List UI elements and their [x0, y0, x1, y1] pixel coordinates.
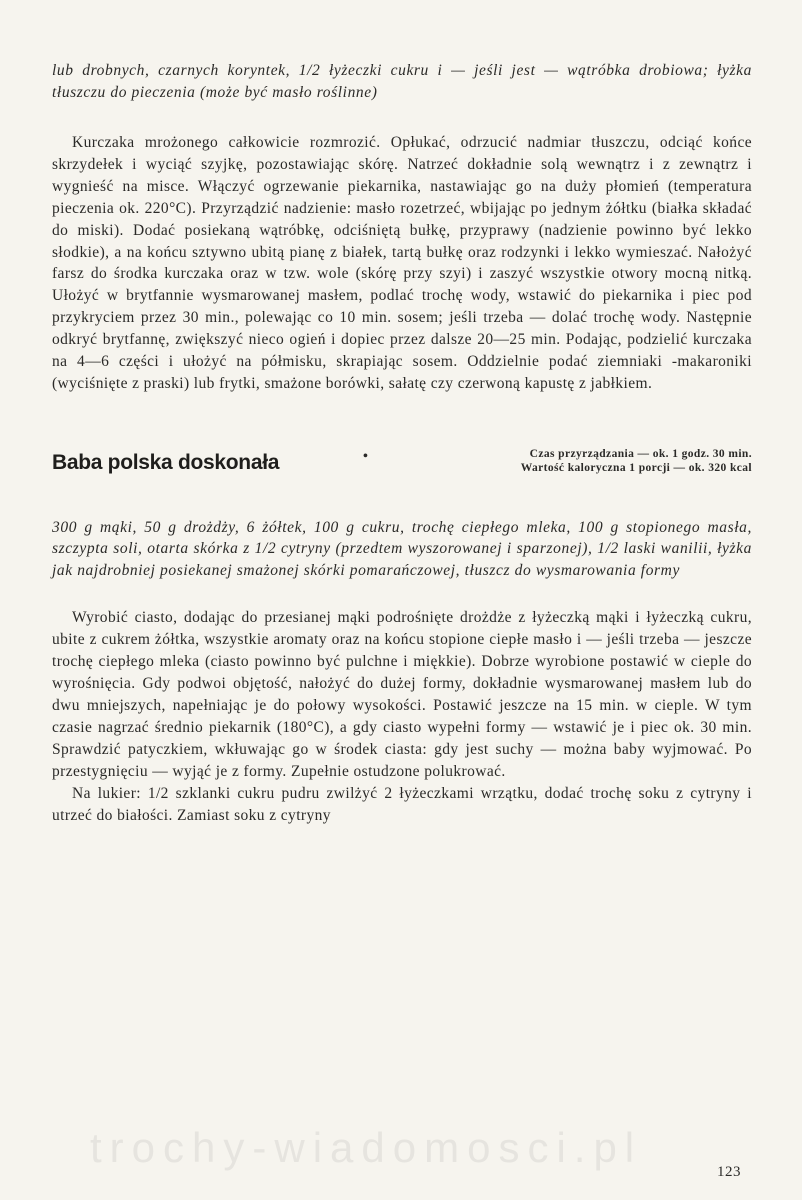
- watermark: trochy-wiadomosci.pl: [90, 1124, 643, 1171]
- recipe-instructions: Wyrobić ciasto, dodając do przesianej mąki podrośnięte drożdże z łyżeczką mąki i łyżeczką cukru, ubite z cukrem żółtka, wszystkie aromaty oraz na końcu stopione ciepłe masło i — jeśli trzeba — jeszcze trochę ciepłego mleka (ciasto powinno być pulchne i miękkie). Dobrze wyrobione postawić w cieple do wyrośnięcia. Gdy podwoi objętość, nałożyć do dużej formy, dokładnie wysmarowanej masłem lub do dwu mniejszych, napełniając je do połowy wysokości. Postawić jeszcze na 15 min. w cieple. W tym czasie nagrzać średnio piekarnik (180°C), a gdy ciasto wypełni formy — wstawić je i piec ok. 30 min. Sprawdzić patyczkiem, wkłuwając go w środek ciasta: gdy jest suchy — można baby wyjmować. Po przestygnięciu — wyjąć je z formy. Zupełnie ostudzone polukrować.: [52, 609, 752, 780]
- section1-instructions: Kurczaka mrożonego całkowicie rozmrozić. Opłukać, odrzucić nadmiar tłuszczu, odciąć końce skrzydełek i wyciąć szyjkę, pozostawiając skórę. Natrzeć dokładnie solą wewnątrz i z zewnątrz i wygnieść na misce. Włączyć ogrzewanie piekarnika, nastawiając go na duży płomień (temperatura pieczenia ok. 220°C). Przyrządzić nadzienie: masło rozetrzeć, wbijając po jednym żółtku (białka składać do miski). Dodać posiekaną wątróbkę, odciśniętą bułkę, przyprawy (nadzienie powinno być lekko słodkie), a na końcu sztywno ubitą pianę z białek, tartą bułkę oraz rodzynki i lekko wymieszać. Nałożyć farsz do środka kurczaka oraz w tzw. wole (skórę przy szyi) i zaszyć wszystkie otwory mocną nitką. Ułożyć w brytfannie wysmarowanej masłem, podlać trochę wody, wstawić do piekarnika i piec pod przykryciem przez 30 min., polewając co 10 min. sosem; jeśli trzeba — dolać trochę wody. Następnie odkryć brytfannę, zwiększyć nieco ogień i dopiec przez dalsze 20—25 min. Podając, podzielić kurczaka na 4—6 części i ułożyć na półmisku, skrapiając sosem. Oddzielnie podać ziemniaki -makaroniki (wyciśnięte z praski) lub frytki, smażone borówki, sałatę czy czerwoną kapustę z jabłkiem.: [52, 134, 752, 392]
- recipe-title: Baba polska doskonała: [52, 450, 280, 474]
- recipe-meta: [462, 447, 752, 475]
- page-number: 123: [717, 1164, 741, 1180]
- section1-ingredients: lub drobnych, czarnych koryntek, 1/2 łyżeczki cukru i — jeśli jest — wątróbka drobiowa; łyżka tłuszczu do pieczenia (może być masło roślinne): [52, 62, 752, 101]
- bullet-mark: •: [363, 448, 368, 464]
- recipe-header: [52, 447, 752, 513]
- recipe-ingredients: 300 g mąki, 50 g drożdży, 6 żółtek, 100 g cukru, trochę ciepłego mleka, 100 g stopionego masła, szczypta soli, otarta skórka z 1/2 cytryny (przedtem wyszorowanej i sparzonej), 1/2 laski wanilii, łyżka jak najdrobniej posiekanej smażonej skórki pomarańczowej, tłuszcz do wysmarowania formy: [52, 518, 752, 579]
- page-content: [52, 60, 752, 826]
- prep-time: Czas przyrządzania — ok. 1 godz. 30 min.: [529, 447, 752, 460]
- calories: Wartość kaloryczna 1 porcji — ok. 320 kcal: [520, 461, 752, 474]
- recipe-glaze: Na lukier: 1/2 szklanki cukru pudru zwilżyć 2 łyżeczkami wrzątku, dodać trochę soku z cytryny i utrzeć do białości. Zamiast soku z cytryny: [52, 784, 752, 824]
